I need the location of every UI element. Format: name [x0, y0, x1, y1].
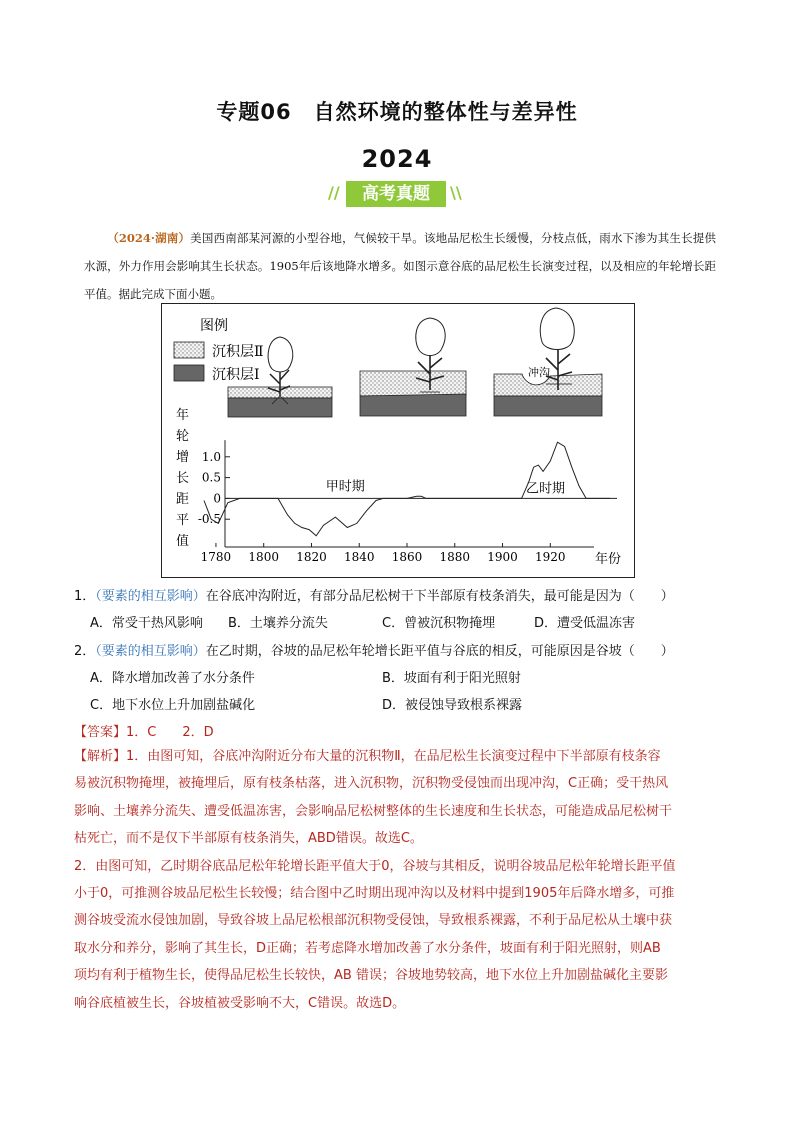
analysis-line: 易被沉积物掩埋，被掩埋后，原有枝条枯落，进入沉积物，沉积物受侵蚀而出现冲沟，C正确；受干热风: [74, 776, 669, 792]
analysis-line: 测谷坡受流水侵蚀加剧，导致谷坡上品尼松根部沉积物受侵蚀，导致根系裸露，不利于品尼松从土壤中获: [74, 913, 673, 929]
analysis-line: 2．由图可知，乙时期谷底品尼松年轮增长距平值大于0，谷坡与其相反，说明谷坡品尼松年轮增长距平值: [74, 858, 676, 874]
x-tick-label: 1920: [535, 550, 566, 564]
answer-label: 【答案】: [74, 725, 127, 740]
question-1: [74, 585, 674, 604]
banner-slash-right-icon: \\: [450, 183, 462, 202]
question-tag: （要素的相互影响）: [95, 589, 206, 604]
question-2: [74, 640, 674, 659]
q2-option-c[interactable]: C．地下水位上升加剧盐碱化: [90, 698, 256, 713]
analysis-line: 取水分和养分，影响了其生长，D正确；若考虑降水增加改善了水分条件，坡面有利于阳光照射，则AB: [74, 940, 661, 956]
question-number: 2．: [74, 644, 96, 659]
analysis-label: 【解析】: [74, 749, 127, 764]
analysis-line: 项均有利于植物生长，使得品尼松生长较快，AB 错误；谷坡地势较高，地下水位上升加剧盐碱化主要影: [74, 968, 668, 984]
ylabel-char: 长: [176, 471, 190, 486]
question-number: 1．: [74, 589, 96, 604]
chart-plot: [198, 440, 621, 567]
q2-option-a[interactable]: A．降水增加改善了水分条件: [90, 671, 255, 686]
x-tick-label: 1780: [200, 550, 232, 564]
banner-slash-left-icon: //: [328, 183, 340, 202]
x-axis-label: 年份: [595, 552, 622, 567]
chart-ylabel: [176, 407, 189, 549]
y-tick-label: 0.5: [201, 470, 221, 485]
stage-3-diagram: [494, 308, 602, 416]
intro-text: 美国西南部某河源的小型谷地，气候较干旱。该地品尼松生长缓慢，分枝点低，雨水下渗为其生长提供水源，外力作用会影响其生长状态。1905年后该地降水增多。如图示意谷底的品尼松生长演变过程，以及相应的年轮增长距平值。据此完成下面小题。: [84, 231, 716, 301]
period-b-label: 乙时期: [526, 481, 566, 497]
legend-label-layer1: 沉积层Ⅰ: [212, 367, 260, 383]
legend-swatch-layer1: [174, 365, 204, 381]
page-title: 专题06 自然环境的整体性与差异性: [216, 100, 578, 124]
q1-option-a[interactable]: A．常受干热风影响: [90, 616, 203, 631]
ylabel-char: 值: [176, 534, 190, 549]
question-intro: [84, 224, 716, 308]
x-tick-label: 1820: [296, 550, 327, 564]
analysis-line: 枯死亡，而不是仅下半部原有枝条消失，ABD错误。故选C。: [74, 831, 423, 847]
analysis-line: 小于0，可推测谷坡品尼松生长较慢；结合图中乙时期出现冲沟以及材料中提到1905年后降水增多，可推: [74, 886, 675, 902]
answer: [74, 721, 214, 740]
ylabel-char: 年: [176, 408, 190, 423]
stage-2-diagram: [360, 318, 466, 416]
legend-label-layer2: 沉积层Ⅱ: [212, 344, 264, 360]
x-tick-label: 1860: [391, 550, 423, 564]
q1-option-d[interactable]: D．遭受低温冻害: [534, 616, 636, 631]
analysis-line: 【解析】1．由图可知，谷底冲沟附近分布大量的沉积物Ⅱ，在品尼松生长演变过程中下半部原有枝条容: [74, 749, 661, 764]
year-heading: 2024: [361, 145, 433, 173]
question-stem: 在乙时期，谷坡的品尼松年轮增长距平值与谷底的相反，可能原因是谷坡（ ）: [205, 644, 674, 659]
source-tag: （2024·湖南）: [107, 231, 191, 245]
question-stem: 在谷底冲沟附近，有部分品尼松树干下半部原有枝条消失，最可能是因为（ ）: [205, 589, 674, 604]
ylabel-char: 增: [176, 450, 190, 465]
banner-label: 高考真题: [346, 181, 446, 207]
figure: [161, 303, 635, 578]
analysis: [74, 743, 720, 1017]
x-tick-label: 1840: [343, 550, 375, 564]
ylabel-char: 平: [176, 513, 190, 528]
analysis-line: 响谷底植被生长，谷坡植被受影响不大，C错误。故选D。: [74, 995, 406, 1011]
q2-option-d[interactable]: D．被侵蚀导致根系裸露: [382, 698, 523, 713]
answer-text: 1．C 2．D: [126, 725, 214, 740]
legend-swatch-layer2: [174, 342, 204, 358]
q2-option-b[interactable]: B．坡面有利于阳光照射: [382, 671, 521, 686]
y-tick-label: 1.0: [201, 449, 221, 464]
x-tick-label: 1800: [248, 550, 279, 564]
y-tick-label: -0.5: [197, 512, 221, 527]
x-tick-label: 1880: [439, 550, 471, 564]
section-banner: [326, 181, 468, 209]
ylabel-char: 轮: [176, 429, 190, 444]
figure-svg: [162, 304, 634, 577]
x-tick-label: 1900: [487, 550, 518, 564]
y-tick-label: 0: [213, 491, 221, 506]
q1-option-c[interactable]: C．曾被沉积物掩埋: [382, 616, 496, 631]
legend-title: 图例: [200, 318, 228, 334]
analysis-line: 影响、土壤养分流失、遭受低温冻害，会影响品尼松树整体的生长速度和生长状态，可能造成品尼松树干: [74, 803, 673, 819]
period-a-label: 甲时期: [325, 479, 365, 495]
ylabel-char: 距: [176, 492, 190, 507]
question-tag: （要素的相互影响）: [95, 644, 206, 659]
gully-label: 冲沟: [528, 366, 550, 379]
q1-option-b[interactable]: B．土壤养分流失: [228, 616, 328, 631]
